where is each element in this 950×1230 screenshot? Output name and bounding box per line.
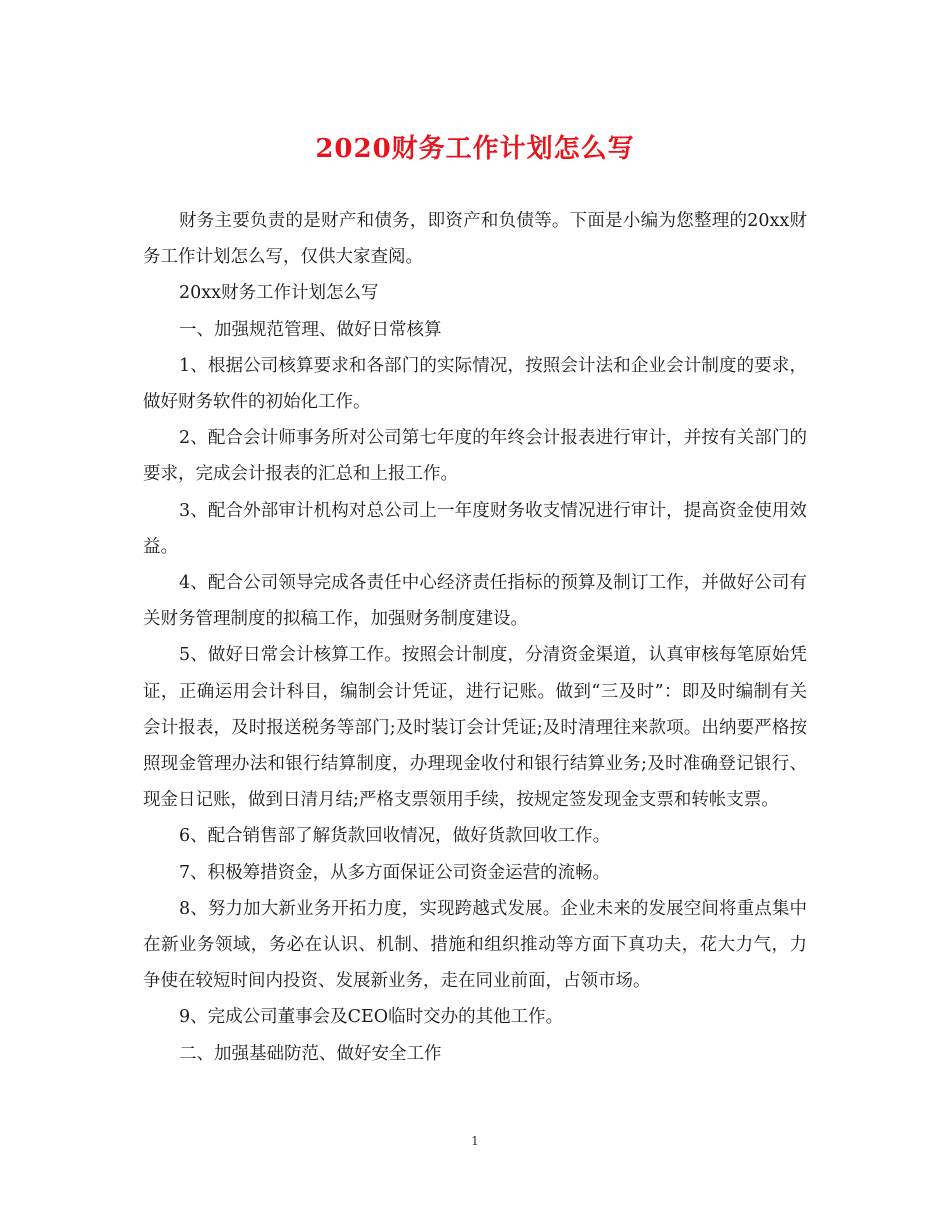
list-item-7: 7、积极筹措资金，从多方面保证公司资金运营的流畅。 xyxy=(179,862,611,883)
list-item-1: 1、根据公司核算要求和各部门的实际情况，按照会计法和企业会计制度的要求，做好财务软件的初始化工作。 xyxy=(143,355,807,413)
list-item-8: 8、努力加大新业务开拓力度，实现跨越式发展。企业未来的发展空间将重点集中在新业务领域，务必在认识、机制、措施和组织推动等方面下真功夫，花大力气，力争使在较短时间内投资、发展新业务，走在同业前面，占领市场。 xyxy=(143,898,807,992)
section-heading-2: 二、加强基础防范、做好安全工作 xyxy=(179,1043,442,1064)
list-item-3: 3、配合外部审计机构对总公司上一年度财务收支情况进行审计，提高资金使用效益。 xyxy=(143,500,807,557)
list-item-4: 4、配合公司领导完成各责任中心经济责任指标的预算及制订工作，并做好公司有关财务管理制度的拟稿工作，加强财务制度建设。 xyxy=(143,573,807,630)
list-item-9: 9、完成公司董事会及CEO临时交办的其他工作。 xyxy=(179,1007,564,1028)
list-item-6: 6、配合销售部了解货款回收情况，做好货款回收工作。 xyxy=(179,826,611,847)
document-body xyxy=(143,203,807,1072)
document-title: 2020财务工作计划怎么写 xyxy=(315,134,635,164)
list-item-5: 5、做好日常会计核算工作。按照会计制度，分清资金渠道，认真审核每笔原始凭证，正确运用会计科目，编制会计凭证，进行记账。做到“三及时”：即及时编制有关会计报表，及时报送税务等部门;及时装订会计凭证;及时清理往来款项。出纳要严格按照现金管理办法和银行结算制度，办理现金收付和银行结算业务;及时准确登记银行、现金日记账，做到日清月结;严格支票领用手续，按规定签发现金支票和转帐支票。 xyxy=(143,645,807,811)
intro-paragraph: 财务主要负责的是财产和债务，即资产和负债等。下面是小编为您整理的20xx财务工作计划怎么写，仅供大家查阅。 xyxy=(143,211,807,268)
section-heading-1: 一、加强规范管理、做好日常核算 xyxy=(179,319,442,340)
page-number: 1 xyxy=(471,1134,479,1148)
list-item-2: 2、配合会计师事务所对公司第七年度的年终会计报表进行审计，并按有关部门的要求，完成会计报表的汇总和上报工作。 xyxy=(143,428,807,485)
section-subtitle: 20xx财务工作计划怎么写 xyxy=(179,283,379,304)
